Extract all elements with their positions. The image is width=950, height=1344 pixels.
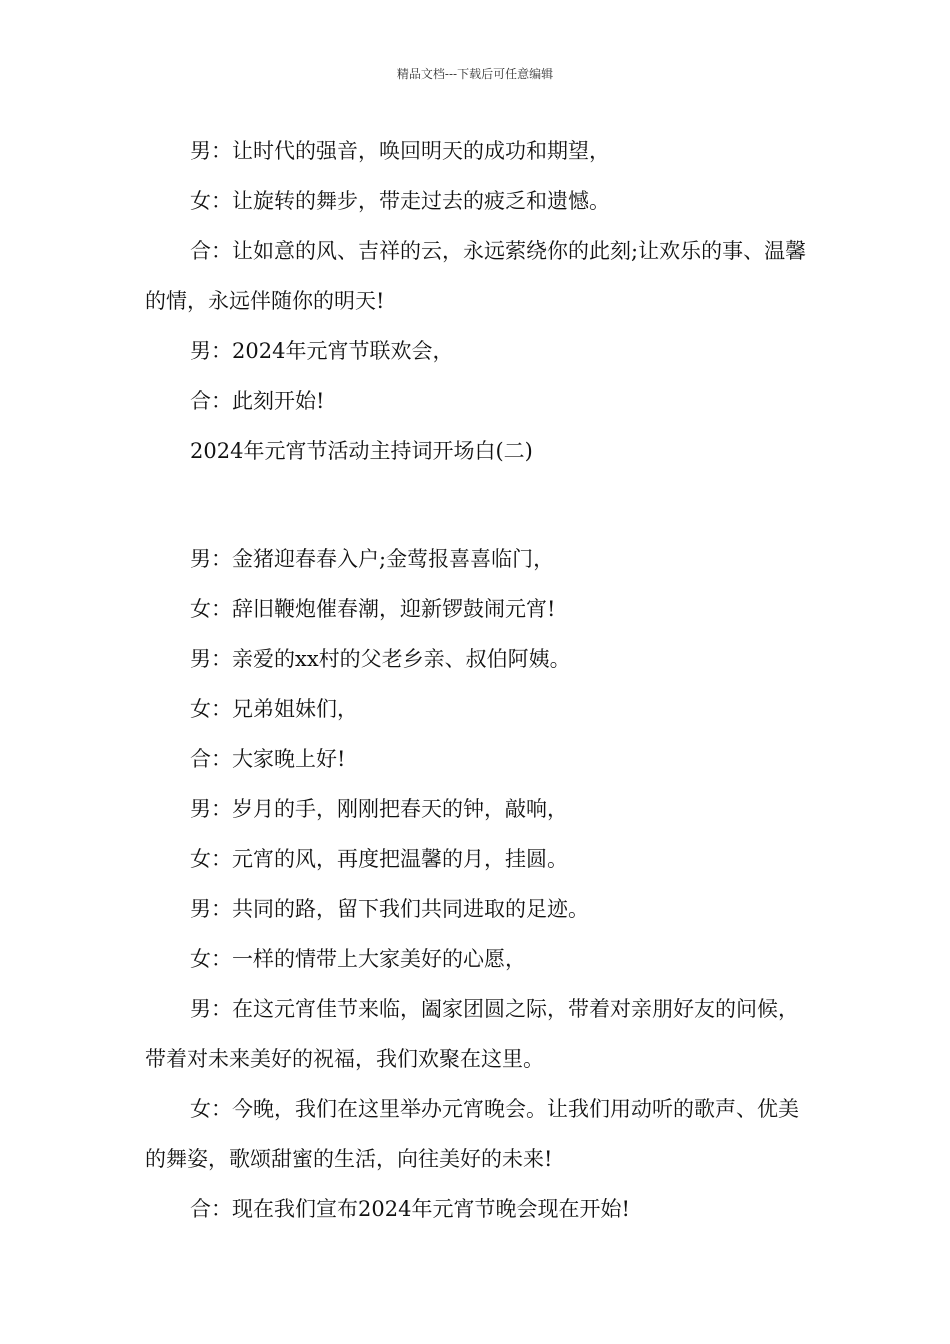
paragraph: 女：今晚，我们在这里举办元宵晚会。让我们用动听的歌声、优美的舞姿，歌颂甜蜜的生活，向往美好的未来! [145, 1097, 799, 1171]
paragraph: 合：现在我们宣布2024年元宵节晚会现在开始! [190, 1197, 630, 1221]
paragraph: 女：让旋转的舞步，带走过去的疲乏和遗憾。 [190, 189, 610, 213]
document-body [145, 126, 810, 1234]
paragraph: 女：兄弟姐妹们， [190, 697, 358, 721]
paragraph: 合：大家晚上好! [190, 747, 346, 771]
paragraph: 女：元宵的风，再度把温馨的月，挂圆。 [190, 847, 568, 871]
paragraph: 女：一样的情带上大家美好的心愿， [190, 947, 526, 971]
paragraph: 男：在这元宵佳节来临，阖家团圆之际，带着对亲朋好友的问候，带着对未来美好的祝福，我们欢聚在这里。 [145, 997, 799, 1071]
paragraph: 合：此刻开始! [190, 389, 325, 413]
paragraph: 合：让如意的风、吉祥的云，永远萦绕你的此刻;让欢乐的事、温馨的情，永远伴随你的明天! [145, 239, 807, 313]
paragraph: 女：辞旧鞭炮催春潮，迎新锣鼓闹元宵! [190, 597, 556, 621]
page-header: 精品文档---下载后可任意编辑 [396, 67, 554, 81]
section-title: 2024年元宵节活动主持词开场白(二) [190, 439, 533, 463]
paragraph: 男：2024年元宵节联欢会， [190, 339, 454, 363]
paragraph: 男：金猪迎春春入户;金莺报喜喜临门， [190, 547, 555, 571]
paragraph: 男：共同的路，留下我们共同进取的足迹。 [190, 897, 589, 921]
paragraph: 男：让时代的强音，唤回明天的成功和期望， [190, 139, 610, 163]
spacer [145, 476, 810, 534]
paragraph: 男：亲爱的xx村的父老乡亲、叔伯阿姨。 [190, 647, 571, 671]
paragraph: 男：岁月的手，刚刚把春天的钟，敲响， [190, 797, 568, 821]
